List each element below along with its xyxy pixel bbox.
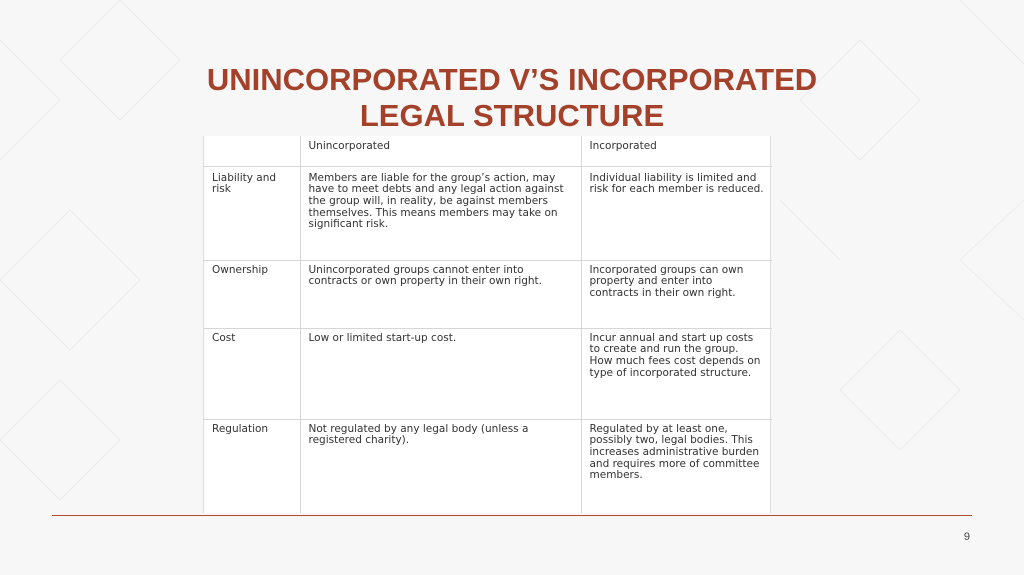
cell-incorporated: Regulated by at least one, possibly two, legal bodies. This increases administrative burden and requires more of committee members. xyxy=(589,422,760,482)
row-label-liability: Liability and risk xyxy=(204,166,300,260)
cell-incorporated: Individual liability is limited and risk for each member is reduced. xyxy=(581,166,772,260)
table-header-cell-empty xyxy=(204,136,300,166)
cell-unincorporated: Members are liable for the group’s action, may have to meet debts and any legal action against the group will, in reality, be against members themselves. This means members may take on significant risk. xyxy=(300,166,581,260)
table-row xyxy=(204,328,772,419)
slide-title-line-2: LEGAL STRUCTURE xyxy=(359,98,665,133)
cell-incorporated: Incorporated groups can own property and enter into contracts in their own right. xyxy=(581,260,772,328)
table-header-unincorporated: Unincorporated xyxy=(300,136,581,166)
table-header-incorporated: Incorporated xyxy=(581,136,772,166)
table-header-row xyxy=(204,136,772,166)
comparison-table xyxy=(203,136,771,513)
table-row xyxy=(204,260,772,328)
table-row xyxy=(204,419,772,513)
cell-unincorporated: Not regulated by any legal body (unless a registered charity). xyxy=(300,419,581,513)
cell-unincorporated: Low or limited start-up cost. xyxy=(300,328,581,419)
table-row xyxy=(204,166,772,260)
row-label-regulation: Regulation xyxy=(204,419,300,513)
slide-title xyxy=(112,62,912,134)
cell-incorporated: Incur annual and start up costs to create and run the group. How much fees cost depends on type of incorporated structure. xyxy=(581,328,772,419)
cell-unincorporated: Unincorporated groups cannot enter into contracts or own property in their own right. xyxy=(300,260,581,328)
page-number: 9 xyxy=(963,531,970,543)
row-label-cost: Cost xyxy=(204,328,300,419)
slide-title-line-1: UNINCORPORATED V’S INCORPORATED xyxy=(206,62,818,97)
row-label-ownership: Ownership xyxy=(204,260,300,328)
footer-divider xyxy=(52,515,972,516)
